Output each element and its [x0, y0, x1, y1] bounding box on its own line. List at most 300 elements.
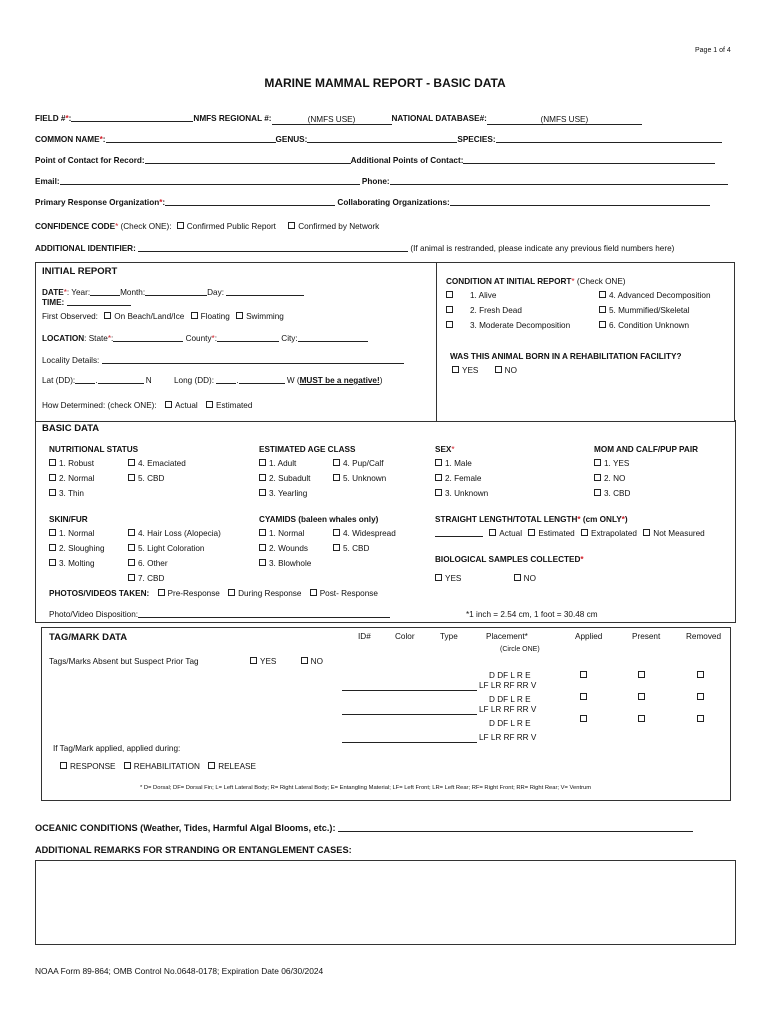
- tag-row-checks: [697, 693, 707, 702]
- skin-option: [49, 544, 105, 553]
- skin-checkbox[interactable]: [49, 544, 56, 551]
- primary-org-input[interactable]: [165, 205, 335, 206]
- pair-checkbox[interactable]: [594, 489, 601, 496]
- pair-label: 1. YES: [604, 459, 630, 468]
- sex-option: [435, 489, 488, 498]
- state-label: State: [88, 334, 108, 343]
- genus-input[interactable]: [307, 142, 457, 143]
- location-row: LOCATION: State*: County*: City:: [42, 334, 368, 343]
- condition-option: [446, 291, 496, 300]
- skin-checkbox[interactable]: [49, 559, 56, 566]
- disposition-row: [49, 610, 390, 619]
- photos-post-label: Post- Response: [319, 589, 378, 598]
- email-input[interactable]: [60, 184, 360, 185]
- nutritional-label: 2. Normal: [59, 474, 95, 483]
- cyamids-checkbox[interactable]: [259, 559, 266, 566]
- sex-option: [435, 474, 481, 483]
- nutritional-heading: NUTRITIONAL STATUS: [49, 445, 139, 454]
- sex-label: 3. Unknown: [445, 489, 489, 498]
- estimated-label: Estimated: [216, 401, 253, 410]
- required-star: *: [107, 334, 112, 343]
- pair-label: 2. NO: [604, 474, 626, 483]
- cyamids-option: [259, 544, 308, 553]
- tag-row-checks: [580, 715, 590, 724]
- common-name-row: COMMON NAME*: GENUS: SPECIES:: [35, 135, 722, 144]
- nutritional-option: [128, 459, 186, 468]
- length-not-measured-checkbox[interactable]: [643, 529, 650, 536]
- city-input[interactable]: [298, 341, 368, 342]
- month-label: Month:: [120, 288, 146, 297]
- length-estimated-checkbox[interactable]: [528, 529, 535, 536]
- species-input[interactable]: [496, 142, 722, 143]
- required-star: *: [577, 515, 581, 524]
- condition-label: 5. Mummified/Skeletal: [609, 306, 690, 315]
- skin-checkbox[interactable]: [128, 529, 135, 536]
- tag-col-present: Present: [632, 632, 661, 641]
- pair-checkbox[interactable]: [594, 459, 601, 466]
- condition-checkbox[interactable]: [599, 321, 606, 328]
- cyamids-label: 3. Blowhole: [269, 559, 312, 568]
- tag-absent-no-label: NO: [310, 657, 323, 666]
- nmfs-regional-label: NMFS REGIONAL #:: [193, 114, 272, 123]
- removed-checkbox[interactable]: [697, 671, 704, 678]
- condition-option: [446, 306, 522, 315]
- nutritional-checkbox[interactable]: [49, 474, 56, 481]
- tag-col-id: ID#: [358, 632, 371, 641]
- age-checkbox[interactable]: [259, 489, 266, 496]
- placement-bottom[interactable]: LF LR RF RR V: [479, 681, 537, 690]
- form-footer: NOAA Form 89-864; OMB Control No.0648-0178; Expiration Date 06/30/2024: [35, 966, 324, 976]
- city-label: City:: [281, 334, 298, 343]
- tag-row-line[interactable]: [342, 690, 477, 691]
- condition-label: 2. Fresh Dead: [470, 306, 522, 315]
- bio-heading: [435, 555, 584, 564]
- phases-row: [60, 762, 256, 771]
- sex-heading-label: SEX: [435, 445, 452, 454]
- nutritional-option: [49, 489, 84, 498]
- disposition-label: Photo/Video Disposition:: [49, 610, 139, 619]
- applied-checkbox[interactable]: [580, 693, 587, 700]
- skin-option: [128, 529, 221, 538]
- age-label: 5. Unknown: [343, 474, 387, 483]
- restranded-note: (If animal is restranded, please indicate any previous field numbers here): [410, 244, 675, 253]
- length-row: [435, 529, 705, 538]
- condition-check-one: (Check ONE): [576, 277, 626, 286]
- condition-checkbox[interactable]: [446, 291, 453, 298]
- date-label: DATE: [42, 288, 64, 297]
- placement-top[interactable]: D DF L R E: [489, 695, 531, 704]
- collab-org-input[interactable]: [450, 205, 710, 206]
- cyamids-option: [259, 559, 311, 568]
- first-observed-label: First Observed:: [42, 312, 98, 321]
- condition-option: [446, 321, 570, 330]
- age-checkbox[interactable]: [259, 459, 266, 466]
- page-title: MARINE MAMMAL REPORT - BASIC DATA: [264, 76, 506, 90]
- tag-col-removed: Removed: [686, 632, 722, 641]
- collab-org-label: Collaborating Organizations:: [337, 198, 450, 207]
- rehab-options: [452, 366, 517, 375]
- bio-no-label: NO: [523, 574, 536, 583]
- tag-row-checks: [580, 693, 590, 702]
- required-star: *: [63, 288, 67, 297]
- length-extrapolated-label: Extrapolated: [591, 529, 637, 538]
- lat-label: Lat (DD):: [42, 376, 76, 385]
- long-dec-input[interactable]: [239, 383, 285, 384]
- skin-label: 5. Light Coloration: [138, 544, 205, 553]
- n-label: N: [145, 376, 152, 385]
- photos-row: [49, 589, 378, 598]
- skin-option: [128, 559, 168, 568]
- on-beach-label: On Beach/Land/Ice: [114, 312, 185, 321]
- basic-data-heading: BASIC DATA: [42, 423, 100, 434]
- age-checkbox[interactable]: [333, 474, 340, 481]
- required-star: *: [159, 198, 163, 207]
- common-name-label: COMMON NAME: [35, 135, 100, 144]
- skin-option: [49, 559, 95, 568]
- present-checkbox[interactable]: [638, 715, 645, 722]
- actual-label: Actual: [174, 401, 198, 410]
- length-close: ): [624, 515, 628, 524]
- cyamids-checkbox[interactable]: [259, 529, 266, 536]
- tag-heading: TAG/MARK DATA: [49, 632, 128, 643]
- pair-label: 3. CBD: [604, 489, 631, 498]
- phone-input[interactable]: [390, 184, 728, 185]
- phone-label: Phone:: [361, 177, 390, 186]
- sex-heading: [435, 445, 455, 454]
- tag-col-placement: Placement*: [486, 632, 528, 641]
- tag-absent-yes-checkbox[interactable]: [250, 657, 257, 664]
- estimated-checkbox[interactable]: [206, 401, 213, 408]
- sex-label: 1. Male: [445, 459, 472, 468]
- bio-no-checkbox[interactable]: [514, 574, 521, 581]
- photos-heading: PHOTOS/VIDEOS TAKEN:: [49, 589, 150, 598]
- tag-row-line[interactable]: [342, 714, 477, 715]
- pair-heading: MOM AND CALF/PUP PAIR: [594, 445, 699, 454]
- national-db-label: NATIONAL DATABASE#:: [391, 114, 487, 123]
- field-label: FIELD #: [35, 114, 66, 123]
- age-label: 4. Pup/Calf: [343, 459, 384, 468]
- tag-absent-label: Tags/Marks Absent but Suspect Prior Tag: [49, 657, 199, 666]
- locality-label: Locality Details:: [42, 356, 100, 365]
- day-input[interactable]: [226, 295, 304, 296]
- field-row: FIELD #*: NMFS REGIONAL #: (NMFS USE) NATIONAL DATABASE#: (NMFS USE): [35, 114, 642, 125]
- required-star: *: [99, 135, 103, 144]
- age-label: 3. Yearling: [269, 489, 308, 498]
- how-determined-row: [42, 401, 252, 410]
- length-actual-checkbox[interactable]: [489, 529, 496, 536]
- bio-yes-checkbox[interactable]: [435, 574, 442, 581]
- skin-label: 6. Other: [138, 559, 168, 568]
- confidence-label: CONFIDENCE CODE: [35, 222, 116, 231]
- length-unit: (cm ONLY: [582, 515, 622, 524]
- nutritional-label: 5. CBD: [138, 474, 165, 483]
- oceanic-row: [35, 823, 693, 833]
- placement-legend: * D= Dorsal; DF= Dorsal Fin; L= Left Lateral Body; R= Right Lateral Body; E= Entangling Material; LF= Left Front; LR= Left Rear; RF= Right Front; RR= Right Rear; V= Ventrum: [140, 785, 592, 791]
- phase-release-checkbox[interactable]: [208, 762, 215, 769]
- condition-label: 4. Advanced Decomposition: [609, 291, 711, 300]
- time-input[interactable]: [67, 305, 131, 306]
- common-name-input[interactable]: [106, 142, 276, 143]
- placement-top[interactable]: D DF L R E: [489, 671, 531, 680]
- required-star: *: [211, 334, 215, 343]
- phase-rehab-label: REHABILITATION: [133, 762, 200, 771]
- required-star: *: [451, 445, 455, 454]
- confidence-row: [35, 222, 379, 231]
- nutritional-checkbox[interactable]: [49, 459, 56, 466]
- tag-row-checks: [580, 671, 590, 680]
- rehab-yes-label: YES: [462, 366, 479, 375]
- condition-label: 1. Alive: [470, 291, 497, 300]
- rehab-no-checkbox[interactable]: [495, 366, 502, 373]
- additional-id-row: [35, 244, 674, 253]
- applied-during-label: If Tag/Mark applied, applied during:: [53, 744, 181, 753]
- oceanic-input[interactable]: [338, 831, 693, 832]
- skin-option: [128, 544, 204, 553]
- photos-during-checkbox[interactable]: [228, 589, 235, 596]
- locality-input[interactable]: [102, 363, 404, 364]
- first-observed-row: [42, 312, 284, 321]
- photos-pre-label: Pre-Response: [167, 589, 220, 598]
- confirmed-public-label: Confirmed Public Report: [186, 222, 276, 231]
- must-negative-note: MUST be a negative!: [299, 376, 380, 385]
- additional-id-input[interactable]: [138, 251, 408, 252]
- on-beach-checkbox[interactable]: [104, 312, 111, 319]
- length-input[interactable]: [435, 536, 483, 537]
- nutritional-label: 4. Emaciated: [138, 459, 186, 468]
- condition-label: 6. Condition Unknown: [609, 321, 690, 330]
- rehab-question: WAS THIS ANIMAL BORN IN A REHABILITATION FACILITY?: [450, 352, 682, 361]
- length-estimated-label: Estimated: [538, 529, 575, 538]
- skin-label: 3. Molting: [59, 559, 95, 568]
- conversion-note: *1 inch = 2.54 cm, 1 foot = 30.48 cm: [466, 610, 598, 619]
- required-star: *: [65, 114, 69, 123]
- poc-row: [35, 156, 715, 165]
- age-checkbox[interactable]: [259, 474, 266, 481]
- time-label: TIME:: [42, 298, 65, 307]
- confirmed-public-checkbox[interactable]: [177, 222, 184, 229]
- locality-row: [42, 356, 404, 365]
- tag-absent-options: [250, 657, 323, 666]
- required-star: *: [580, 555, 584, 564]
- remarks-textarea[interactable]: [35, 860, 736, 945]
- poc-input[interactable]: [145, 163, 351, 164]
- tag-absent-yes-label: YES: [260, 657, 277, 666]
- skin-label: 4. Hair Loss (Alopecia): [138, 529, 221, 538]
- tag-row-checks: [697, 715, 707, 724]
- tag-row-line[interactable]: [342, 742, 477, 743]
- length-actual-label: Actual: [499, 529, 523, 538]
- skin-label: 1. Normal: [59, 529, 95, 538]
- nutritional-option: [49, 474, 95, 483]
- email-label: Email:: [35, 177, 60, 186]
- condition-label: 3. Moderate Decomposition: [470, 321, 571, 330]
- confirmed-network-label: Confirmed by Network: [298, 222, 380, 231]
- condition-checkbox[interactable]: [446, 321, 453, 328]
- placement-bottom[interactable]: LF LR RF RR V: [479, 705, 537, 714]
- sex-checkbox[interactable]: [435, 474, 442, 481]
- skin-label: 7. CBD: [138, 574, 165, 583]
- county-input[interactable]: [217, 341, 279, 342]
- nutritional-checkbox[interactable]: [128, 459, 135, 466]
- placement-bottom[interactable]: LF LR RF RR V: [479, 733, 537, 742]
- applied-checkbox[interactable]: [580, 671, 587, 678]
- photos-during-label: During Response: [238, 589, 302, 598]
- oceanic-label: OCEANIC CONDITIONS (Weather, Tides, Harmful Algal Blooms, etc.):: [35, 823, 336, 833]
- year-label: Year:: [71, 288, 91, 297]
- remarks-label: ADDITIONAL REMARKS FOR STRANDING OR ENTANGLEMENT CASES:: [35, 845, 352, 855]
- long-label: Long (DD):: [173, 376, 215, 385]
- sex-checkbox[interactable]: [435, 489, 442, 496]
- location-label: LOCATION: [42, 334, 85, 343]
- cyamids-option: [333, 544, 369, 553]
- tag-col-applied: Applied: [575, 632, 603, 641]
- condition-heading: [446, 277, 626, 286]
- required-star: *: [571, 277, 575, 286]
- swimming-checkbox[interactable]: [236, 312, 243, 319]
- w-label: W (: [286, 376, 300, 385]
- w-close: ): [379, 376, 383, 385]
- skin-option: [128, 574, 164, 583]
- condition-option: [599, 306, 690, 315]
- month-input[interactable]: [145, 295, 207, 296]
- removed-checkbox[interactable]: [697, 715, 704, 722]
- skin-checkbox[interactable]: [49, 529, 56, 536]
- condition-option: [599, 291, 711, 300]
- condition-checkbox[interactable]: [446, 306, 453, 313]
- confirmed-network-checkbox[interactable]: [288, 222, 295, 229]
- age-option: [259, 459, 296, 468]
- phase-rehab-checkbox[interactable]: [124, 762, 131, 769]
- species-label: SPECIES:: [457, 135, 496, 144]
- age-checkbox[interactable]: [333, 459, 340, 466]
- additional-id-label: ADDITIONAL IDENTIFIER:: [35, 244, 136, 253]
- field-number-input[interactable]: [71, 121, 193, 122]
- cyamids-checkbox[interactable]: [333, 529, 340, 536]
- national-db-input[interactable]: [487, 115, 642, 125]
- circle-one-note: (Circle ONE): [500, 646, 540, 653]
- cyamids-checkbox[interactable]: [259, 544, 266, 551]
- tag-row-checks: [697, 671, 707, 680]
- length-heading-label: STRAIGHT LENGTH/TOTAL LENGTH: [435, 515, 578, 524]
- nutritional-option: [49, 459, 94, 468]
- year-input[interactable]: [90, 295, 120, 296]
- poc-label: Point of Contact for Record:: [35, 156, 145, 165]
- primary-org-label: Primary Response Organization: [35, 198, 160, 207]
- phase-response-checkbox[interactable]: [60, 762, 67, 769]
- cyamids-checkbox[interactable]: [333, 544, 340, 551]
- tag-row-checks: [638, 715, 648, 724]
- age-option: [333, 474, 386, 483]
- tag-absent-no-checkbox[interactable]: [301, 657, 308, 664]
- sex-option: [435, 459, 472, 468]
- removed-checkbox[interactable]: [697, 693, 704, 700]
- required-star: *: [115, 222, 119, 231]
- tag-col-type: Type: [440, 632, 458, 641]
- pair-checkbox[interactable]: [594, 474, 601, 481]
- nutritional-label: 3. Thin: [59, 489, 84, 498]
- cyamids-option: [333, 529, 396, 538]
- tag-row-checks: [638, 671, 648, 680]
- county-label: County: [185, 334, 212, 343]
- age-option: [333, 459, 384, 468]
- nutritional-checkbox[interactable]: [128, 474, 135, 481]
- skin-label: 2. Sloughing: [59, 544, 105, 553]
- lat-dec-input[interactable]: [98, 383, 144, 384]
- tag-row-checks: [638, 693, 648, 702]
- nutritional-option: [128, 474, 164, 483]
- floating-label: Floating: [200, 312, 230, 321]
- age-option: [259, 489, 307, 498]
- sex-checkbox[interactable]: [435, 459, 442, 466]
- nutritional-label: 1. Robust: [59, 459, 95, 468]
- length-not-measured-label: Not Measured: [653, 529, 705, 538]
- genus-label: GENUS:: [275, 135, 308, 144]
- photos-post-checkbox[interactable]: [310, 589, 317, 596]
- phase-release-label: RELEASE: [218, 762, 256, 771]
- swimming-label: Swimming: [246, 312, 284, 321]
- initial-report-heading: INITIAL REPORT: [42, 266, 118, 277]
- additional-poc-input[interactable]: [463, 163, 715, 164]
- cyamids-option: [259, 529, 305, 538]
- floating-checkbox[interactable]: [191, 312, 198, 319]
- age-label: 1. Adult: [269, 459, 297, 468]
- cyamids-heading: CYAMIDS (baleen whales only): [259, 515, 379, 524]
- skin-heading: SKIN/FUR: [49, 515, 88, 524]
- rehab-yes-checkbox[interactable]: [452, 366, 459, 373]
- nutritional-checkbox[interactable]: [49, 489, 56, 496]
- tag-col-color: Color: [395, 632, 415, 641]
- condition-checkbox[interactable]: [599, 306, 606, 313]
- additional-poc-label: Additional Points of Contact:: [350, 156, 464, 165]
- cyamids-label: 2. Wounds: [269, 544, 308, 553]
- applied-checkbox[interactable]: [580, 715, 587, 722]
- lat-deg-input[interactable]: [75, 383, 95, 384]
- required-star: *: [621, 515, 625, 524]
- actual-checkbox[interactable]: [165, 401, 172, 408]
- state-input[interactable]: [113, 341, 183, 342]
- pair-option: [594, 459, 629, 468]
- length-extrapolated-checkbox[interactable]: [581, 529, 588, 536]
- skin-checkbox[interactable]: [128, 544, 135, 551]
- bio-yes-label: YES: [445, 574, 462, 583]
- skin-checkbox[interactable]: [128, 559, 135, 566]
- skin-option: [49, 529, 95, 538]
- org-row: Primary Response Organization*: Collaborating Organizations:: [35, 198, 710, 207]
- placement-top[interactable]: D DF L R E: [489, 719, 531, 728]
- nmfs-use-note-2: (NMFS USE): [540, 115, 589, 124]
- check-one-note: (Check ONE):: [120, 222, 172, 231]
- pair-option: [594, 474, 625, 483]
- cyamids-label: 1. Normal: [269, 529, 305, 538]
- nmfs-regional-input[interactable]: [272, 115, 392, 125]
- present-checkbox[interactable]: [638, 693, 645, 700]
- photos-pre-checkbox[interactable]: [158, 589, 165, 596]
- latlong-row: Lat (DD): . N Long (DD): . W (MUST be a negative!): [42, 376, 383, 385]
- disposition-input[interactable]: [138, 617, 390, 618]
- day-label: Day:: [207, 288, 224, 297]
- skin-checkbox[interactable]: [128, 574, 135, 581]
- age-heading: ESTIMATED AGE CLASS: [259, 445, 356, 454]
- long-deg-input[interactable]: [216, 383, 236, 384]
- present-checkbox[interactable]: [638, 671, 645, 678]
- rehab-no-label: NO: [504, 366, 517, 375]
- condition-option: [599, 321, 689, 330]
- condition-checkbox[interactable]: [599, 291, 606, 298]
- time-row: [42, 298, 131, 307]
- page-number: Page 1 of 4: [695, 47, 731, 54]
- phase-response-label: RESPONSE: [70, 762, 116, 771]
- bio-heading-label: BIOLOGICAL SAMPLES COLLECTED: [435, 555, 581, 564]
